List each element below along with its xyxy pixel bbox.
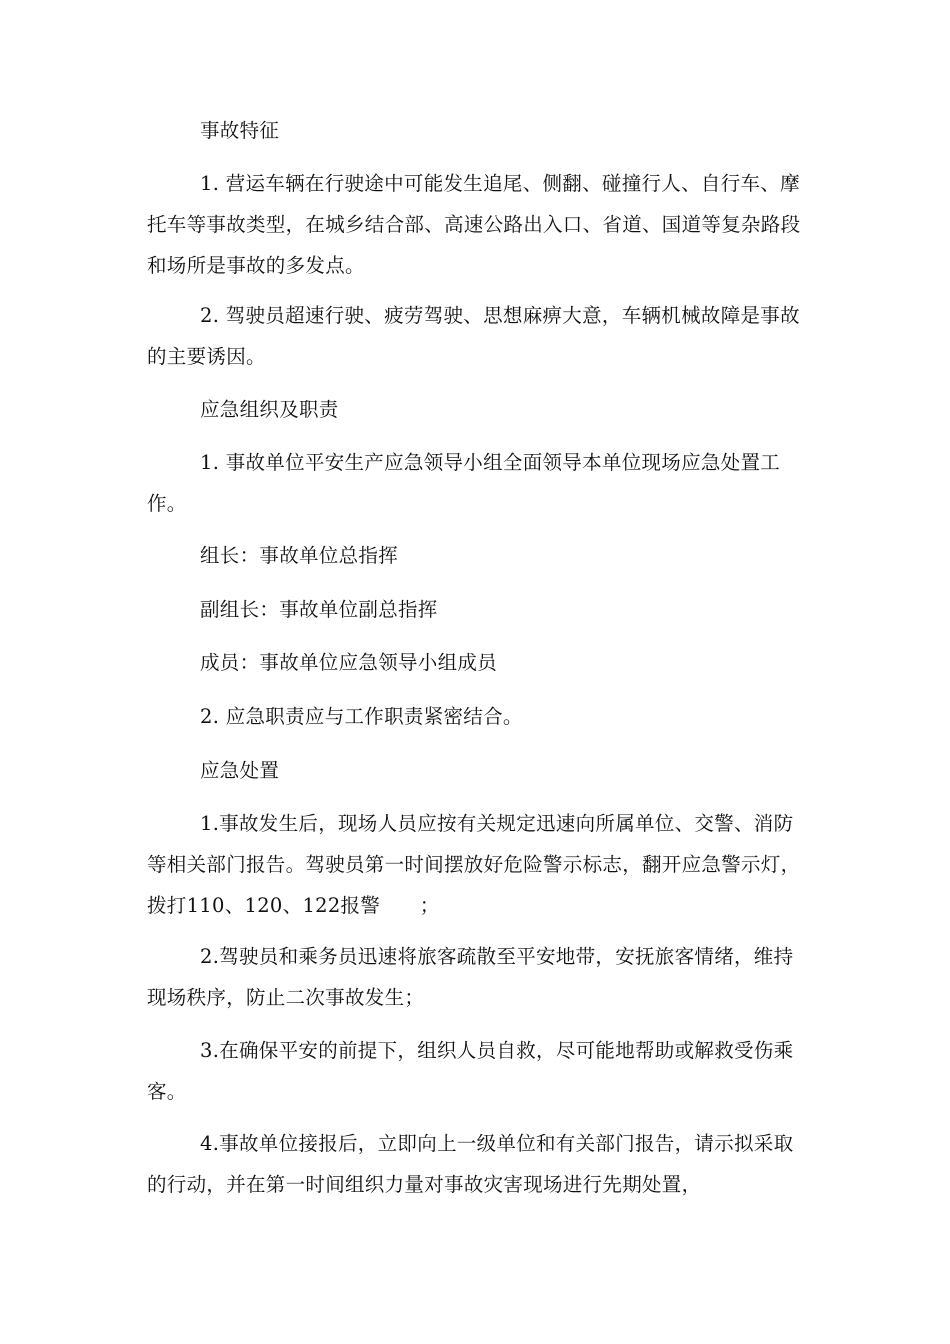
paragraph-response-step-2: 2.驾驶员和乘务员迅速将旅客疏散至平安地带，安抚旅客情绪，维持现场秩序，防止二次事故发生； [147, 945, 794, 1009]
section-heading-accident-features: 事故特征 [200, 119, 280, 142]
section-heading-emergency-organization: 应急组织及职责 [200, 398, 339, 421]
line-members: 成员：事故单位应急领导小组成员 [200, 651, 498, 674]
line-deputy-leader: 副组长：事故单位副总指挥 [200, 598, 438, 621]
paragraph-response-step-1: 1.事故发生后，现场人员应按有关规定迅速向所属单位、交警、消防等相关部门报告。驾驶员第一时间摆放好危险警示标志，翻开应急警示灯，拨打110、120、122报警 ； [147, 812, 801, 917]
paragraph-emergency-leadership: 1. 事故单位平安生产应急领导小组全面领导本单位现场应急处置工作。 [147, 451, 781, 515]
line-group-leader: 组长：事故单位总指挥 [200, 544, 399, 567]
paragraph-responsibilities: 2. 应急职责应与工作职责紧密结合。 [200, 705, 523, 728]
paragraph-response-step-3: 3.在确保平安的前提下，组织人员自救，尽可能地帮助或解救受伤乘客。 [147, 1039, 794, 1103]
paragraph-accident-causes: 2. 驾驶员超速行驶、疲劳驾驶、思想麻痹大意，车辆机械故障是事故的主要诱因。 [147, 304, 800, 368]
section-heading-emergency-response: 应急处置 [200, 759, 280, 782]
paragraph-accident-types: 1. 营运车辆在行驶途中可能发生追尾、侧翻、碰撞行人、自行车、摩托车等事故类型，在城乡结合部、高速公路出入口、省道、国道等复杂路段和场所是事故的多发点。 [147, 172, 801, 277]
paragraph-response-step-4: 4.事故单位接报后，立即向上一级单位和有关部门报告，请示拟采取的行动，并在第一时间组织力量对事故灾害现场进行先期处置， [147, 1132, 794, 1196]
